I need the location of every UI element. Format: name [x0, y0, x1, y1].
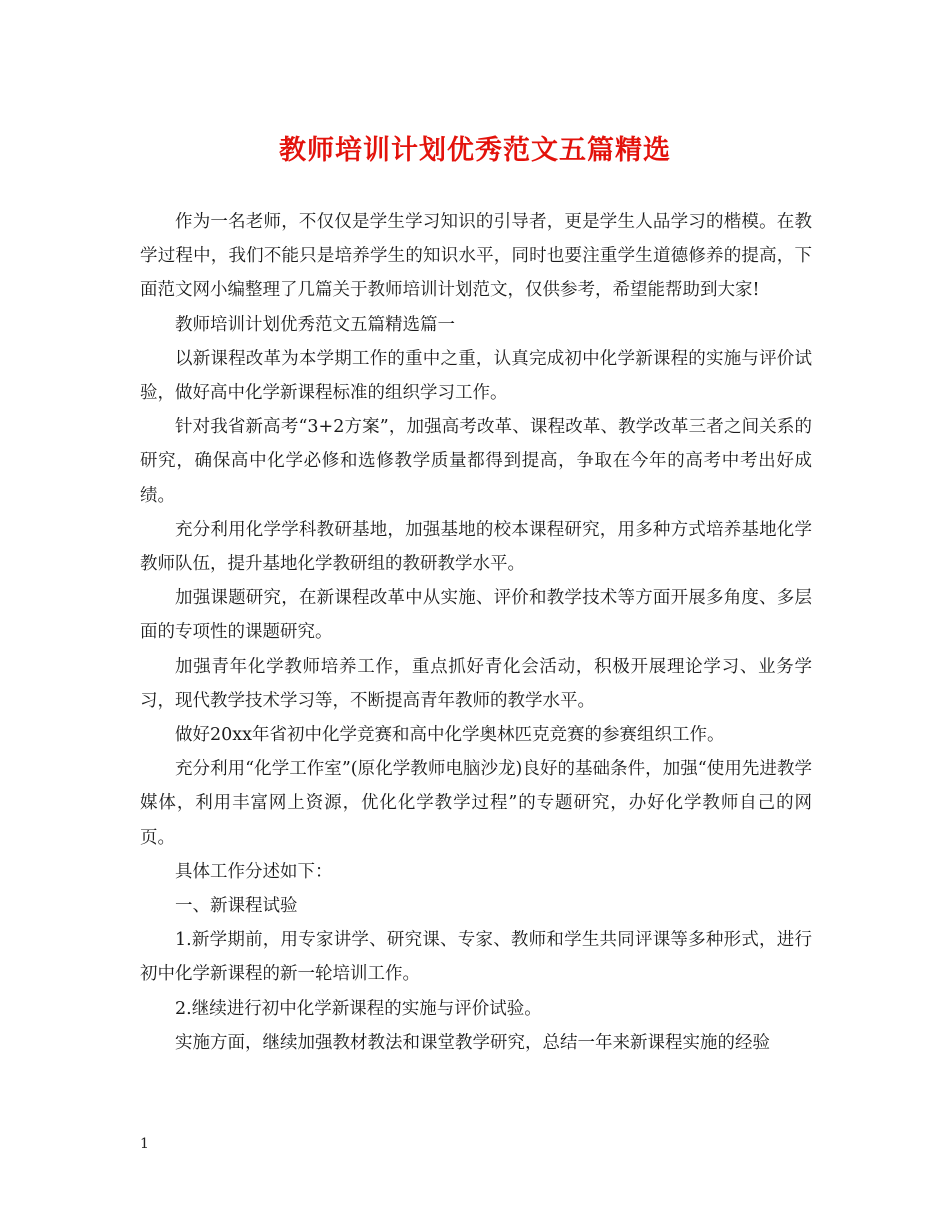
page-number: 1: [140, 1136, 149, 1152]
paragraph: 2.继续进行初中化学新课程的实施与评价试验。: [175, 998, 542, 1019]
paragraph: 做好20xx年省初中化学竞赛和高中化学奥林匹克竞赛的参赛组织工作。: [175, 725, 725, 746]
document-body: [140, 205, 812, 1060]
paragraph: 具体工作分述如下：: [175, 861, 333, 882]
paragraph: 加强课题研究，在新课程改革中从实施、评价和教学技术等方面开展多角度、多层面的专项性的课题研究。: [140, 588, 812, 643]
paragraph-intro: 作为一名老师，不仅仅是学生学习知识的引导者，更是学生人品学习的楷模。在教学过程中，我们不能只是培养学生的知识水平，同时也要注重学生道德修养的提高，下面范文网小编整理了几篇关于教师培训计划范文，仅供参考，希望能帮助到大家!: [140, 212, 812, 301]
paragraph-subheading: 一、新课程试验: [175, 896, 298, 917]
paragraph: 充分利用化学学科教研基地，加强基地的校本课程研究，用多种方式培养基地化学教师队伍，提升基地化学教研组的教研教学水平。: [140, 519, 812, 575]
paragraph: 以新课程改革为本学期工作的重中之重，认真完成初中化学新课程的实施与评价试验，做好高中化学新课程标准的组织学习工作。: [140, 348, 812, 404]
document-title: 教师培训计划优秀范文五篇精选: [279, 135, 671, 166]
paragraph: 1.新学期前，用专家讲学、研究课、专家、教师和学生共同评课等多种形式，进行初中化学新课程的新一轮培训工作。: [140, 930, 812, 985]
paragraph: 充分利用“化学工作室”(原化学教师电脑沙龙)良好的基础条件，加强“使用先进教学媒体，利用丰富网上资源，优化化学教学过程”的专题研究，办好化学教师自己的网页。: [140, 759, 812, 848]
paragraph: 实施方面，继续加强教材教法和课堂教学研究，总结一年来新课程实施的经验: [175, 1032, 770, 1053]
paragraph: 加强青年化学教师培养工作，重点抓好青化会活动，积极开展理论学习、业务学习，现代教学技术学习等，不断提高青年教师的教学水平。: [140, 656, 812, 711]
paragraph-section-heading: 教师培训计划优秀范文五篇精选篇一: [175, 314, 455, 335]
paragraph: 针对我省新高考“3+2方案”，加强高考改革、课程改革、教学改革三者之间关系的研究，确保高中化学必修和选修教学质量都得到提高，争取在今年的高考中考出好成绩。: [140, 417, 812, 506]
